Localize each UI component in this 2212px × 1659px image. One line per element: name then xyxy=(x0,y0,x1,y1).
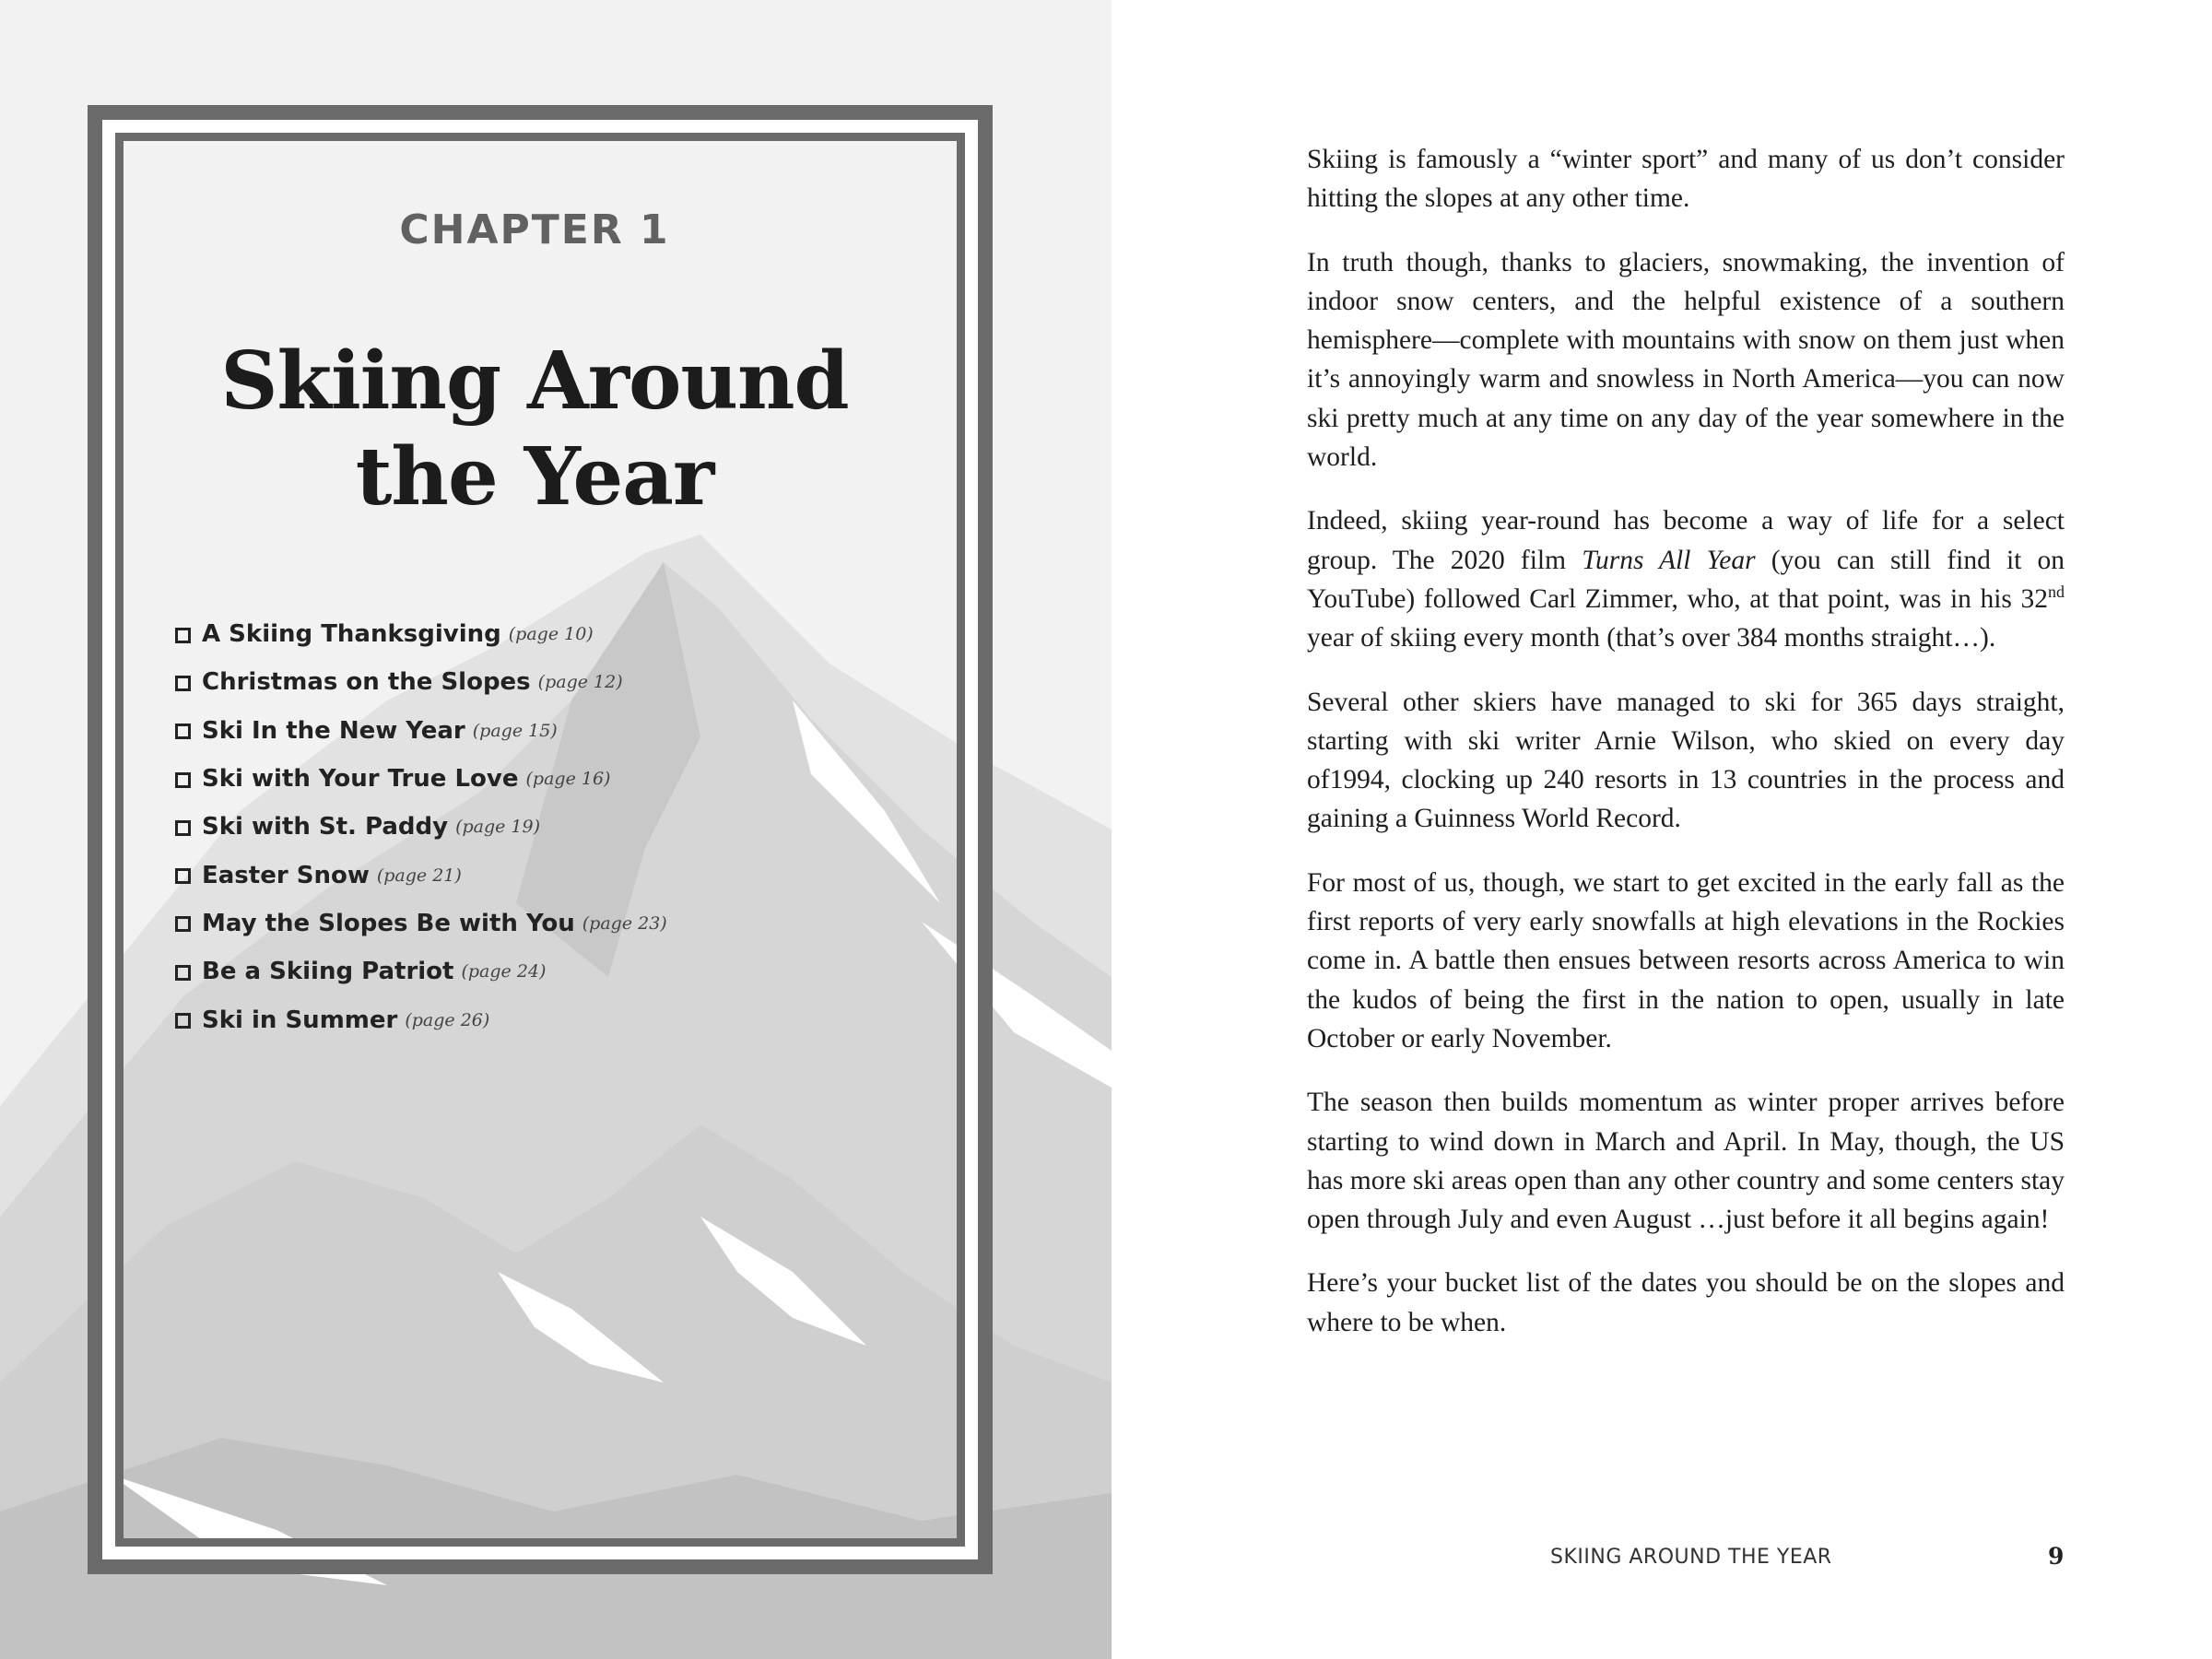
toc-page-ref: (page 15) xyxy=(472,720,558,741)
ordinal-suffix: nd xyxy=(2048,582,2065,602)
chapter-title xyxy=(0,334,1069,525)
toc-item-title: Christmas on the Slopes xyxy=(202,668,531,697)
paragraph-4: Several other skiers have managed to ski for 365 days straight, starting with ski writer Arnie Wilson, who skied on every day of1994, clocking up 240 resorts in 13 countries in the process and gaining a Guinness World Record. xyxy=(1307,687,2065,834)
paragraph-3-part-c: year of skiing every month (that’s over 384 months straight…). xyxy=(1307,623,1996,653)
checkbox-icon xyxy=(175,628,191,643)
chapter-title-line-1: Skiing Around xyxy=(220,335,849,428)
paragraph-3-part-b: (you can still find it on YouTube) followed Carl Zimmer, who, at that point, was in his 32 xyxy=(1307,545,2065,614)
paragraph-6: The season then builds momentum as winter proper arrives before starting to wind down in March and April. In May, though, the US has more ski areas open than any other country and some centers stay open through July and even August …just before it all begins again! xyxy=(1307,1088,2065,1235)
toc-item xyxy=(175,610,667,658)
toc-item-title: Ski In the New Year xyxy=(202,716,465,745)
toc-item xyxy=(175,900,667,947)
body-text xyxy=(1307,140,2065,1367)
checkbox-icon xyxy=(175,965,191,981)
toc-item-title: Easter Snow xyxy=(202,861,370,889)
toc-item-title: Ski with St. Paddy xyxy=(202,813,449,841)
chapter-title-line-2: the Year xyxy=(355,430,714,524)
toc-item-title: Ski with Your True Love xyxy=(202,765,519,794)
running-head: SKIING AROUND THE YEAR xyxy=(1550,1546,1832,1569)
paragraph-3-part-a: Indeed, skiing year-round has become a way of life for a select group. The 2020 film xyxy=(1307,506,2065,575)
toc-page-ref: (page 16) xyxy=(525,769,611,790)
chapter-contents-list xyxy=(175,610,667,1044)
text-page xyxy=(1112,0,2212,1659)
toc-page-ref: (page 21) xyxy=(376,865,462,886)
checkbox-icon xyxy=(175,868,191,884)
checkbox-icon xyxy=(175,772,191,788)
toc-item xyxy=(175,947,667,995)
toc-item-title: A Skiing Thanksgiving xyxy=(202,620,501,649)
toc-item-title: May the Slopes Be with You xyxy=(202,909,575,937)
toc-item xyxy=(175,658,667,706)
toc-item xyxy=(175,851,667,899)
toc-item-title: Ski in Summer xyxy=(202,1006,398,1034)
paragraph-2: In truth though, thanks to glaciers, snowmaking, the invention of indoor snow centers, and the helpful existence of a southern hemisphere—complete with mountains with snow on them just when it’s annoyingly warm and snowless in North America—you can now ski pretty much at any time on any day of the year somewhere in the world. xyxy=(1307,247,2065,473)
toc-item-title: Be a Skiing Patriot xyxy=(202,958,454,986)
toc-page-ref: (page 24) xyxy=(461,961,547,982)
paragraph-1: Skiing is famously a “winter sport” and many of us don’t consider hitting the slopes at any other time. xyxy=(1307,145,2065,214)
toc-item xyxy=(175,755,667,803)
toc-item xyxy=(175,707,667,755)
page-number: 9 xyxy=(2048,1543,2065,1570)
checkbox-icon xyxy=(175,724,191,739)
paragraph-3 xyxy=(1307,501,2065,657)
paragraph-5: For most of us, though, we start to get excited in the early fall as the first reports of very early snowfalls at high elevations in the Rockies come in. A battle then ensues between resorts across America to win the kudos of being the first in the nation to open, usually in late October or early November. xyxy=(1307,867,2065,1053)
toc-page-ref: (page 19) xyxy=(455,817,541,838)
toc-page-ref: (page 12) xyxy=(537,672,623,693)
checkbox-icon xyxy=(175,820,191,836)
checkbox-icon xyxy=(175,916,191,932)
paragraph-7: Here’s your bucket list of the dates you should be on the slopes and where to be when. xyxy=(1307,1268,2065,1337)
chapter-label: CHAPTER 1 xyxy=(399,206,670,253)
toc-item xyxy=(175,803,667,851)
toc-item xyxy=(175,995,667,1043)
film-title: Turns All Year xyxy=(1582,545,1756,575)
checkbox-icon xyxy=(175,1013,191,1029)
toc-page-ref: (page 10) xyxy=(508,624,594,645)
checkbox-icon xyxy=(175,676,191,691)
toc-page-ref: (page 23) xyxy=(582,912,667,934)
toc-page-ref: (page 26) xyxy=(405,1009,490,1030)
